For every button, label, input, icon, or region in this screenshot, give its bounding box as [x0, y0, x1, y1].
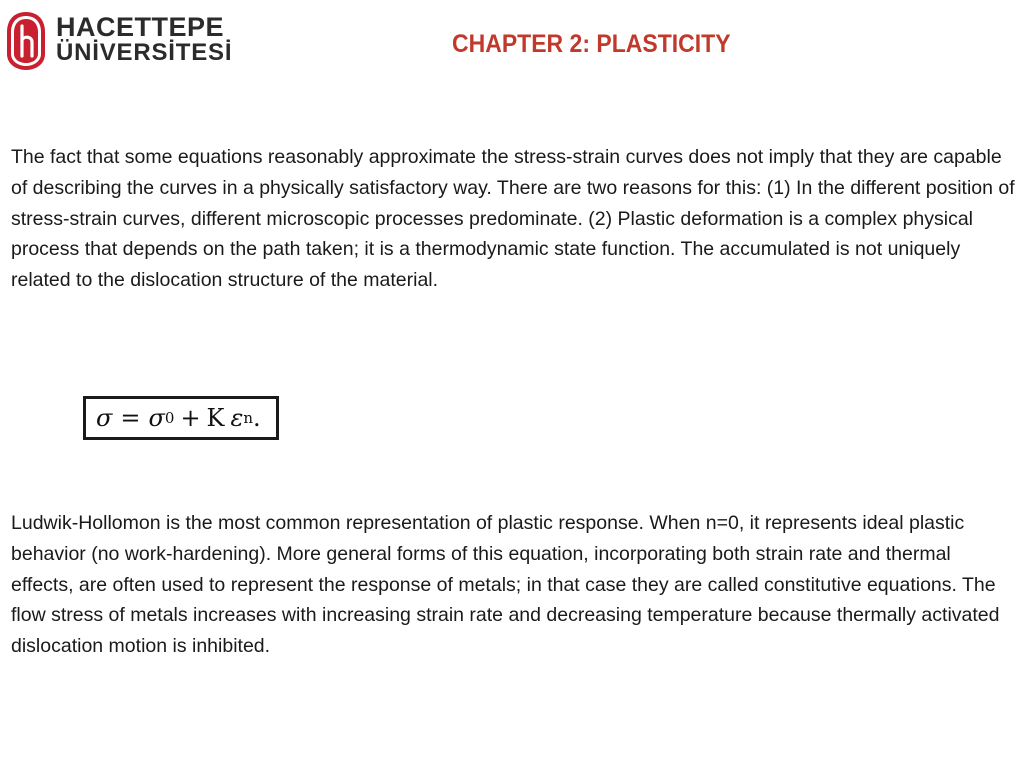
eq-exponent: n — [243, 409, 254, 427]
eq-sigma0-sub: 0 — [164, 409, 175, 427]
eq-sigma0: σ — [148, 404, 165, 432]
paragraph-ludwik-hollomon: Ludwik-Hollomon is the most common representation of plastic response. When n=0, it represents ideal plastic behavior (no work-hardening). More general forms of this equation, incorporating both strain rate and thermal effects, are often used to represent the response of metals; in that case they are called constitutive equations. The flow stress of metals increases with increasing strain rate and decreasing temperature because thermally activated dislocation motion is inhibited. — [11, 512, 1000, 658]
logo-line-1: HACETTEPE — [56, 12, 225, 42]
eq-coef: K — [206, 404, 225, 432]
eq-plus: + — [180, 404, 201, 432]
university-seal-icon — [4, 10, 48, 72]
paragraph-intro: The fact that some equations reasonably approximate the stress-strain curves does not imply that they are capable of describing the curves in a physically satisfactory way. There are two reasons for this: (1) In the different position of stress-strain curves, different microscopic processes predominate. (2) Plastic deformation is a complex physical process that depends on the path taken; it is a thermodynamic state function. The accumulated is not uniquely related to the dislocation structure of the material. — [11, 146, 1015, 292]
eq-epsilon: ε — [230, 404, 244, 432]
eq-end: . — [253, 404, 261, 432]
logo-line-2: ÜNİVERSİTESİ — [56, 39, 233, 66]
university-logo — [4, 10, 233, 76]
eq-equals: = — [120, 404, 141, 432]
logo-wordmark — [56, 14, 232, 66]
slide-title: CHAPTER 2: PLASTICITY — [452, 30, 731, 58]
eq-sigma: σ — [96, 404, 113, 432]
ludwik-hollomon-equation — [83, 396, 279, 440]
